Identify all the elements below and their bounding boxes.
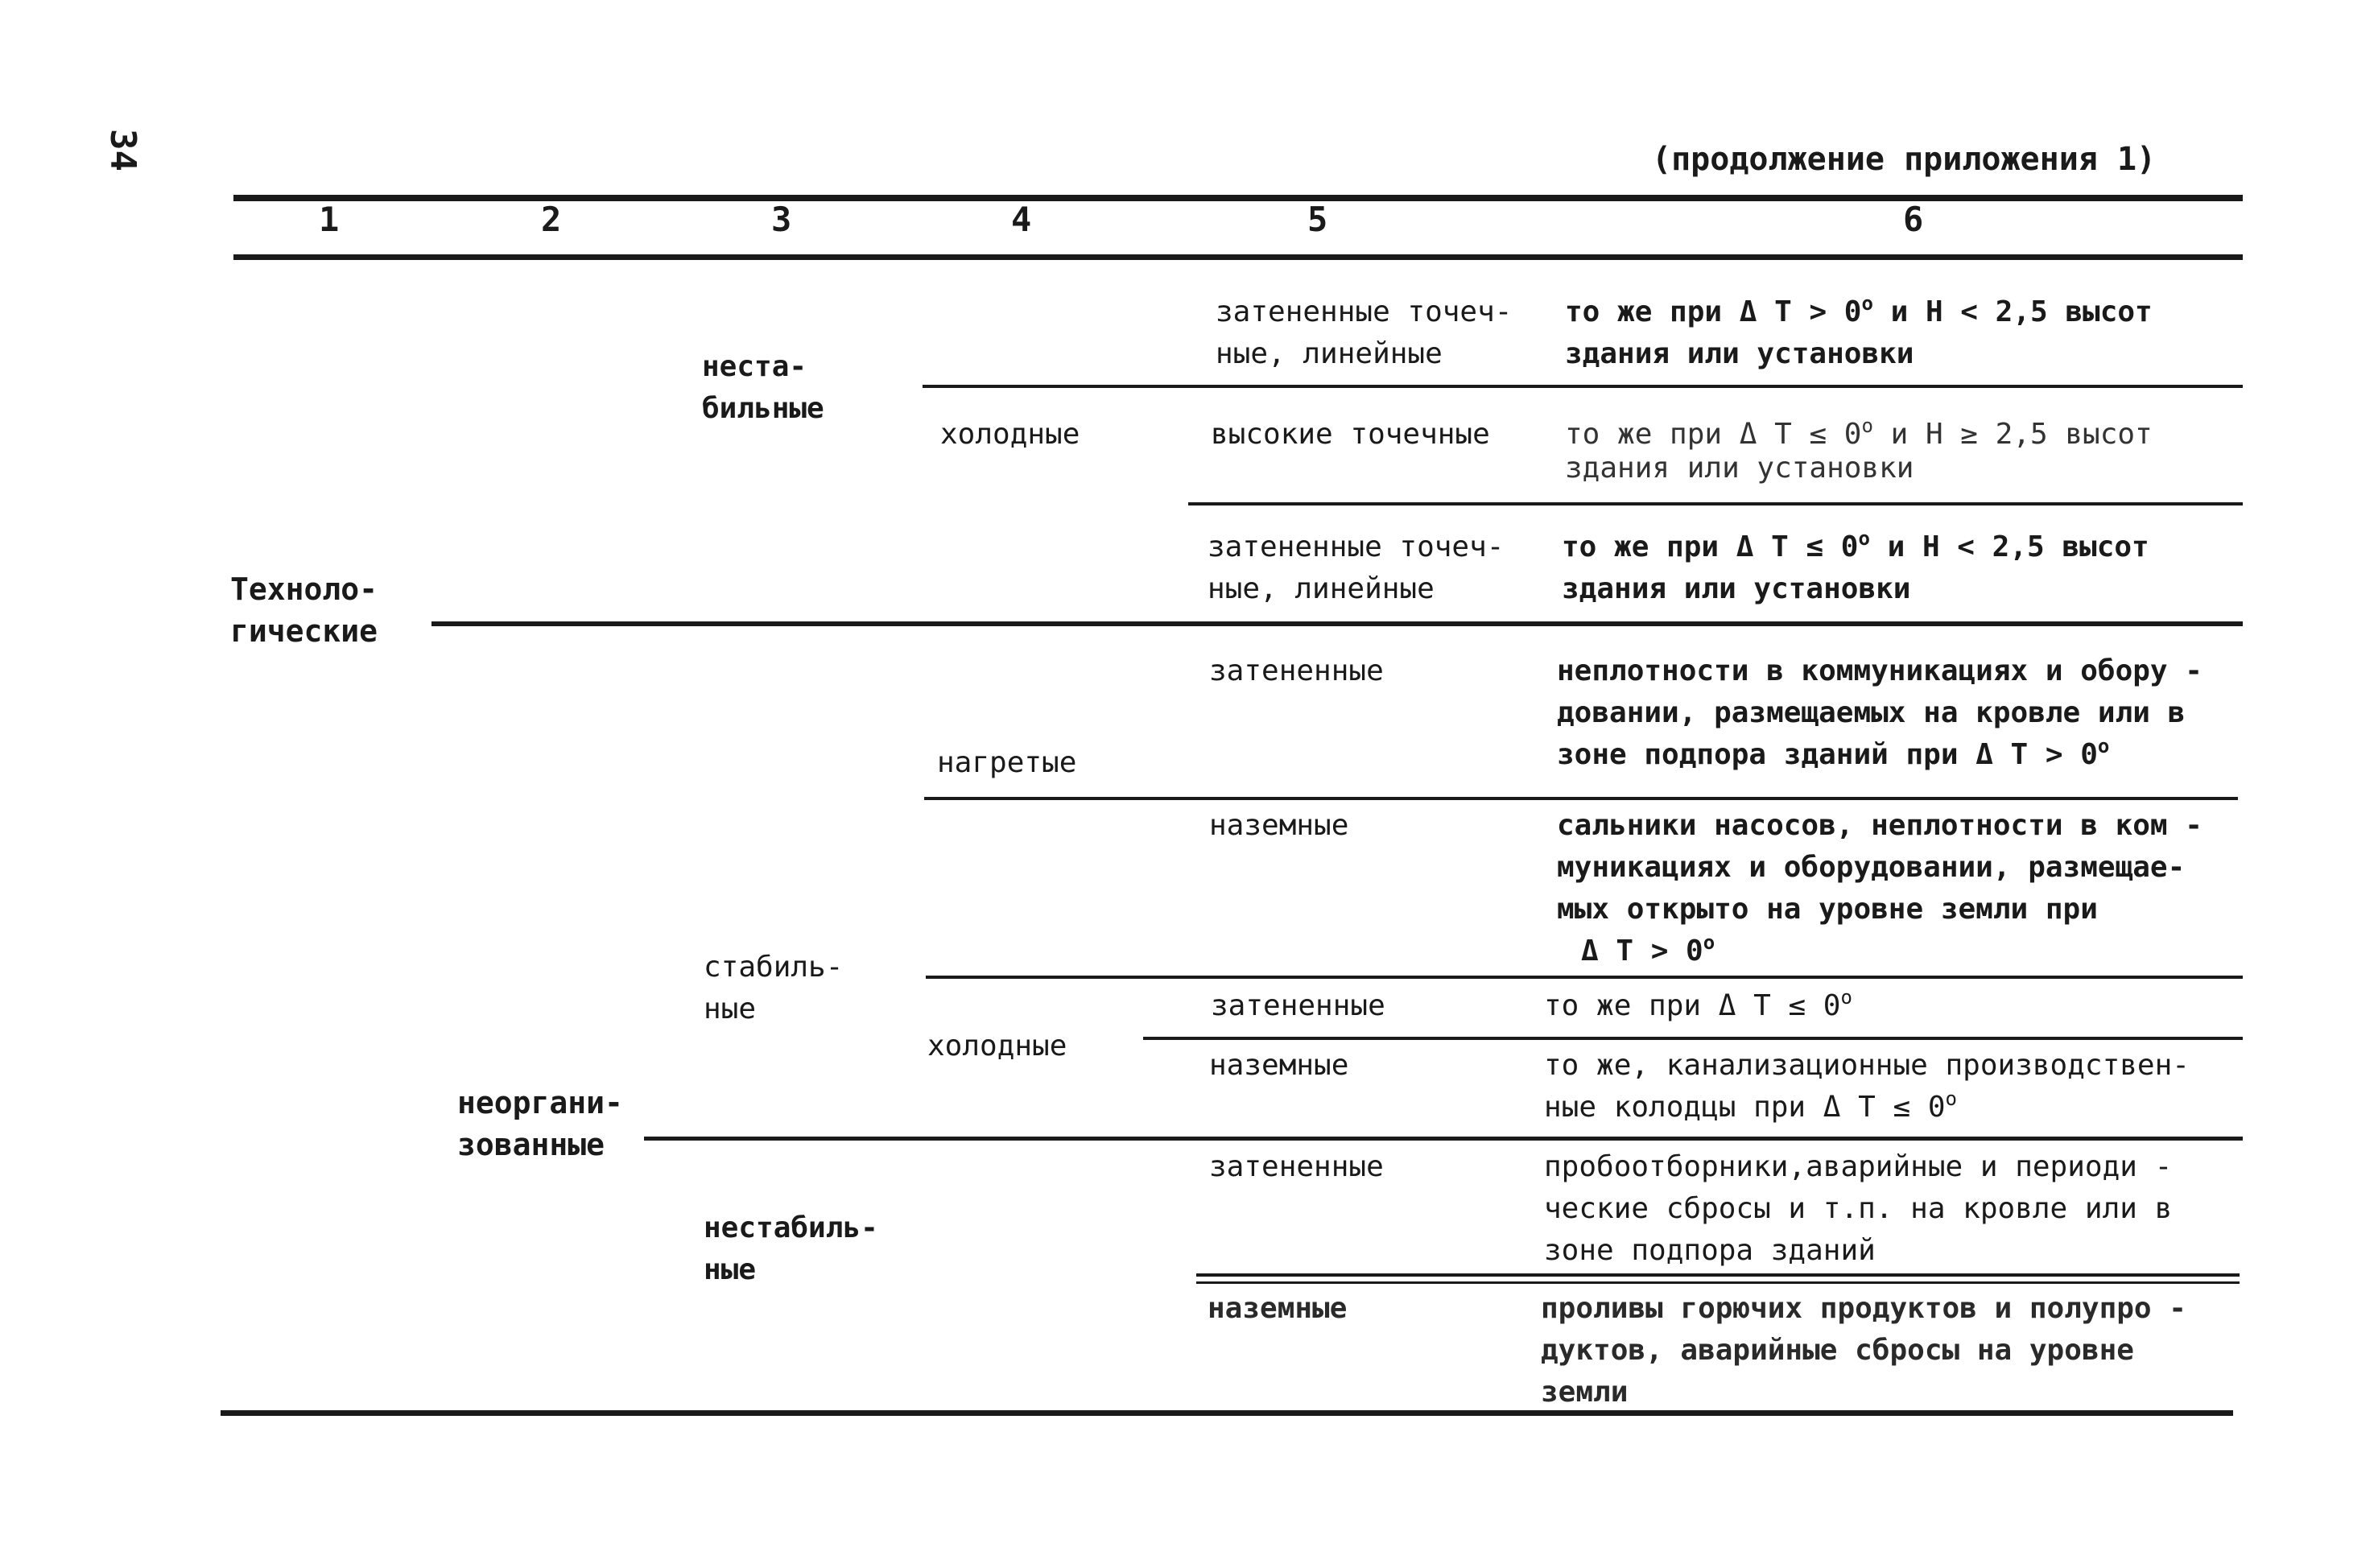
col-header-4: 4 — [1011, 200, 1032, 239]
col2-label: неоргани- зованные — [457, 1085, 623, 1162]
row2-col6: то же при Δ $T \le 0^о$ и H ≥ 2,5 высот здания или установки — [1565, 415, 2153, 485]
rule-row8 — [1196, 1273, 2240, 1277]
row1-col5: затененные точеч- ные, линейные — [1216, 295, 1513, 370]
row6-col5: затененные — [1211, 989, 1385, 1022]
rule-row8b — [1196, 1281, 2240, 1284]
row3-col6: то же при Δ $T \le 0^о$ и H < 2,5 высот здания или установки — [1562, 527, 2149, 605]
rule-section-1 — [431, 621, 2243, 626]
col-header-5: 5 — [1307, 200, 1328, 239]
header-bottom-rule — [233, 254, 2243, 260]
rule-row2 — [1188, 502, 2243, 505]
row1-col6: то же при Δ $T > 0^о$ и H < 2,5 высот здания или установки — [1565, 292, 2153, 370]
row5-col6: сальники насосов, неплотности в ком - муникациях и оборудовании, размещае- мых открыто на уровне земли при Δ $T > 0^о$ — [1557, 809, 2203, 968]
col3-unstable-bottom: нестабиль- ные — [704, 1211, 878, 1286]
row5-col5: наземные — [1209, 809, 1349, 842]
rule-row1 — [923, 385, 2243, 388]
row9-col6: проливы горючих продуктов и полупро - дуктов, аварийные сбросы на уровне земли — [1541, 1292, 2186, 1409]
col3-stable: стабиль- ные — [704, 951, 844, 1025]
col-header-3: 3 — [771, 200, 792, 239]
row4-col5: затененные — [1209, 654, 1384, 687]
row3-col5: затененные точеч- ные, линейные — [1208, 530, 1505, 605]
rule-row6 — [1143, 1037, 2243, 1040]
row7-col5: наземные — [1209, 1049, 1349, 1082]
rule-row4 — [924, 797, 2238, 800]
col4-hot: нагретые — [937, 746, 1077, 779]
rule-section-2 — [644, 1137, 2243, 1141]
row2-col5: высокие точечные — [1211, 418, 1490, 451]
row6-col6: то же при Δ $T \le 0^о$ — [1544, 986, 1852, 1022]
row4-col6: неплотности в коммуникациях и обору - довании, размещаемых на кровле или в зоне подпора зданий при Δ $T > 0^о$ — [1557, 654, 2203, 771]
continuation-note: (продолжение приложения 1) — [1652, 141, 2157, 178]
rule-row5 — [926, 976, 2243, 979]
col-header-1: 1 — [319, 200, 340, 239]
col3-unstable-top: неста- бильные — [702, 350, 824, 425]
row7-col6: то же, канализационные производствен- ные колодцы при Δ $T \le 0^о$ — [1544, 1049, 2190, 1124]
row8-col6: пробоотборники,аварийные и периоди - ческие сбросы и т.п. на кровле или в зоне подпора зданий — [1544, 1150, 2173, 1267]
table-top-rule — [233, 195, 2243, 201]
col-header-2: 2 — [541, 200, 562, 239]
row8-col5: затененные — [1209, 1150, 1384, 1183]
page-number: 34 — [102, 129, 143, 171]
col-header-6: 6 — [1903, 200, 1924, 239]
col1-label: Техноло- гические — [230, 571, 378, 649]
row9-col5: наземные — [1208, 1292, 1348, 1325]
col4-cold-top: холодные — [940, 418, 1080, 451]
col4-cold-mid: холодные — [927, 1030, 1067, 1063]
